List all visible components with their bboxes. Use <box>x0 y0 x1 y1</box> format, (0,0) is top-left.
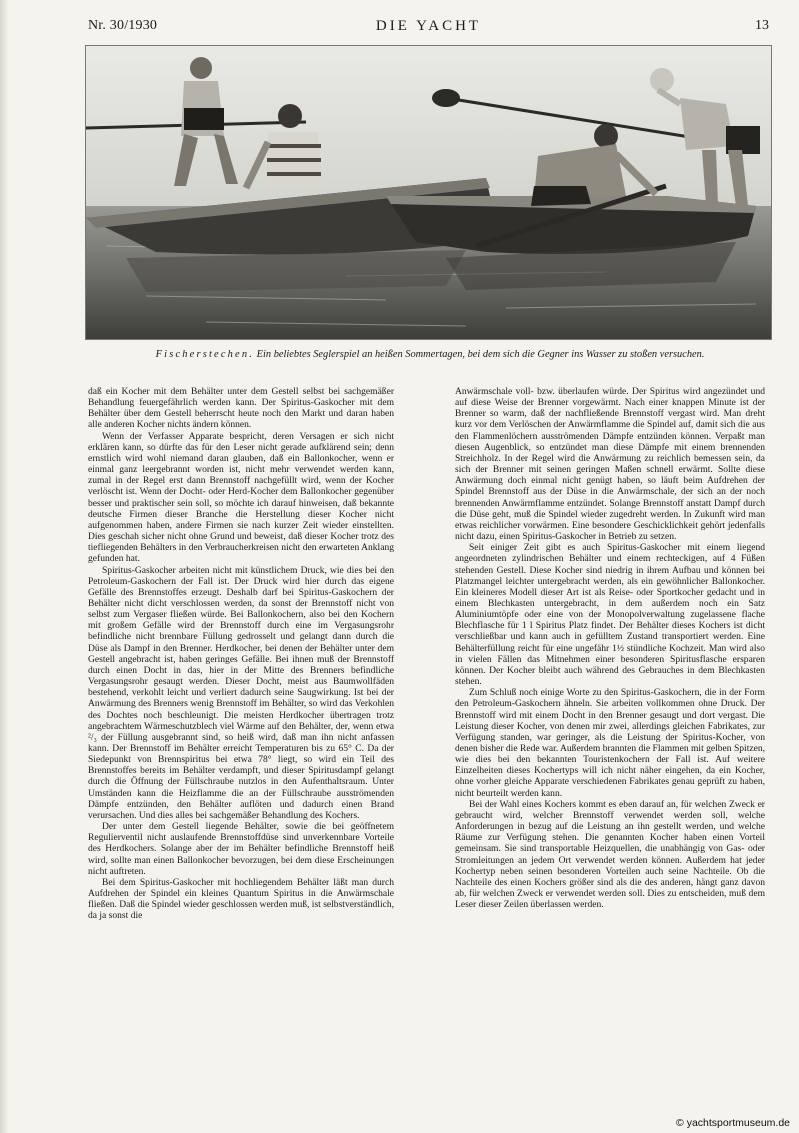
museum-credit-link[interactable]: © yachtsportmuseum.de <box>676 1117 790 1129</box>
photo-caption <box>95 349 765 362</box>
paragraph: Spiritus-Gaskocher arbeiten nicht mit künstlichem Druck, wie dies bei den Petroleum-Gaskochern der Fall ist. Der Druck wird hier durch das eigene Gefälle des Brennstoffes erzeugt. Deshalb darf bei Spiritus-Gaskochern der Behälter nicht dicht verschlossen werden, da sonst der Brennstoff nicht von selbst zum Vergaser fließen würde. Bei Ballonkochern, also bei den Kochern mit großem Gefälle wird der Brennstoff durch eine im Vergasungsrohr befindliche nicht brennbare Füllung gedrosselt und gelangt dann durch die Düse als Dampf in den Brenner. Herdkocher, bei denen der Behälter unter dem Gestell angebracht ist, haben geringes Gefälle. Bei ihnen muß der Brennstoff durch einen Docht in das, hier in der Mitte des Brenners befindliche Vergasungsrohr gesaugt werden. Dieser Docht, meist aus Baumwollfäden bestehend, verkohlt leicht und verliert dadurch seine Saugwirkung. Ist bei der Anwärmung des Brenners wenig Brennstoff im Behälter, so wird das Verkohlen des Dochtes noch beschleunigt. Die meisten Herdkocher übertragen trotz angebrachtem Wärmeschutzblech viel Wärme auf den Behälter, der, wenn etwa ²/₃ der Füllung ausgebrannt sind, so heiß wird, daß man ihn nicht anfassen kann. Der Brennstoff im Behälter erreicht Temperaturen bis zu 65° C. Da der Siedepunkt von Brennspiritus bei etwa 78° liegt, so wird ein Teil des Brennstoffes bereits im Behälter verdampft, und dieser Spiritusdampf gelangt durch die Öffnung der Füllschraube nutzlos in den Aufenthaltsraum. Unter Umständen kann die Heizflamme die an der Füllschraube ausströmenden Dämpfe entzünden, den Behälter auflöten und dadurch einen Brand verursachen. Und dies alles bei sachgemäßer Behandlung des Kochers. <box>88 564 394 821</box>
article-column-left <box>88 386 394 922</box>
page-binding-shadow <box>0 0 9 1133</box>
paragraph: Anwärmschale voll- bzw. überlaufen würde. Der Spiritus wird angezündet und auf diese Weise der Brenner vorgewärmt. Nach einer knappen Minute ist der Brenner so warm, daß der nachfließende Brennstoff vergast wird. Man dreht kurz vor dem Verlöschen der Anwärmflamme die Spindel auf, damit sich die aus den Flammenlöchern ausströmenden Dämpfe entzünden können. Verpaßt man diesen Augenblick, so entzündet man diese Dämpfe mit einem brennenden Streichholz. In der Regel wird die Anwärmung zu reichlich bemessen sein, da sich der Brenner mit seinen geringen Maßen schnell erwärmt. Sollte diese Anwärmung doch einmal nicht genügt haben, so läuft beim Aufdrehen der Spindel Brennstoff aus der Düse in die Anwärmschale, der sich an der noch brennenden Anwärmflamme entzündet. Solange Brennstoff anstatt Dampf durch die Düse geht, muß die Spindel wieder zugedreht werden. In Zukunft wird man etwas reichlicher vorwärmen. Eine besondere Geschicklichkeit gehört jedenfalls nicht dazu, einen Spiritus-Gaskocher in Betrieb zu setzen. <box>455 386 765 543</box>
paragraph: Bei der Wahl eines Kochers kommt es eben darauf an, für welchen Zweck er gebraucht wird, welcher Brennstoff verwendet werden soll, welche Anforderungen in bezug auf die Leistung an ihn gestellt werden, und welche Räume zur Verfügung stehen. Die genannten Kocher haben einen Vorteil gemeinsam. Sie sind transportable Heizquellen, die unabhängig von Gas- oder Stromleitungen an jedem Ort verwendet werden können. Außerdem hat jeder Kochertyp neben seinen besonderen Vorteilen auch seine Nachteile. Ob die Nachteile des einen Kochers größer sind als die des anderen, hängt ganz davon ab, für welchen Zweck er verwendet werden soll. Dies zu entscheiden, muß dem Leser dieser Zeilen überlassen werden. <box>455 798 765 911</box>
magazine-title: DIE YACHT <box>375 18 482 34</box>
page-number: 13 <box>755 18 769 33</box>
paragraph: daß ein Kocher mit dem Behälter unter dem Gestell selbst bei sachgemäßer Behandlung feuergefährlich werden kann. Der Spiritus-Gaskocher mit dem Behälter über dem Gestell beherrscht heute noch den Markt und daran haben alle anderen Kocher nichts ändern können. <box>88 386 394 431</box>
caption-lead: Fischerstechen. <box>155 349 255 360</box>
paragraph: Der unter dem Gestell liegende Behälter, sowie die bei geöffnetem Regulierventil nicht auslaufende Brennstoffdüse sind unverkennbare Vorteile des Herdkochers. Solange aber der im Behälter befindliche Brennstoff heiß wird, sollte man einen Ballonkocher bevorzugen, bei dem diese Erscheinungen nicht auftreten. <box>88 821 394 877</box>
paragraph: Seit einiger Zeit gibt es auch Spiritus-Gaskocher mit einem liegend angeordneten zylindrischen Behälter und einem rechteckigen, auf 4 Füßen stehenden Gestell. Diese Kocher sind niedrig in ihrem Aufbau und können bei Platzmangel leichter untergebracht werden, als ein gewöhnlicher Ballonkocher. Ein kleineres Modell dieser Art ist als Reise- oder Sportkocher gedacht und in einem Blechkasten untergebracht, in dem außerdem noch ein Satz Aluminiumtöpfe oder eine von der Monopolverwaltung zugelassene flache Blechflasche für 1 l Spiritus Platz findet. Der Behälter dieses Kochers ist dicht verschließbar und kann auch in gefülltem Zustand transportiert werden. Eine Behälterfüllung reicht für eine ungefähr 1½ stündliche Kochzeit. Man wird also in vielen Fällen das Mitnehmen einer besonderen Spiritusflasche ersparen können. Der Kocher bleibt auch während des Gebrauches in dem Blechkasten stehen. <box>455 542 765 688</box>
paragraph: Wenn der Verfasser Apparate bespricht, deren Versagen er sich nicht erklären kann, so dürfte das für den Leser nicht gerade aufklärend sein; denn ernstlich wird wohl niemand daran glauben, daß ein Ballonkocher, wenn er einmal ganz leergebrannt worden ist, nicht mehr verwendet werden kann, zumal in der Regel erst dann Brennstoff nachgefüllt wird, wenn der Kocher verlöscht ist. Wenn der Docht- oder Herd-Kocher dem Ballonkocher gegenüber besser und praktischer sein soll, so möchte ich darauf hinweisen, daß bekannte deutsche Firmen dieser Branche die Herstellung dieser Kocher nicht aufgenommen haben, andere Firmen sie nach kurzer Zeit wieder einstellten. Dies geschah sicher nicht ohne Grund und beweist, daß dieser Kocher trotz des tiefliegenden Behälters in den Verbraucherkreisen nicht den erwarteten Anklang gefunden hat. <box>88 430 394 565</box>
page-header <box>88 18 769 38</box>
caption-text: Ein beliebtes Seglerspiel an heißen Sommertagen, bei dem sich die Gegner ins Wasser zu stoßen versuchen. <box>256 349 705 360</box>
article-column-right <box>455 386 765 910</box>
issue-number: Nr. 30/1930 <box>88 18 158 33</box>
photo-fischerstechen <box>85 45 772 340</box>
paragraph: Bei dem Spiritus-Gaskocher mit hochliegendem Behälter läßt man durch Aufdrehen der Spindel ein kleines Quantum Spiritus in die Anwärmschale fließen. Daß die Spindel wieder geschlossen werden muß, ist selbstverständlich, da ja sonst die <box>88 876 394 922</box>
paragraph: Zum Schluß noch einige Worte zu den Spiritus-Gaskochern, die in der Form den Petroleum-Gaskochern ähneln. Sie arbeiten vollkommen ohne Druck. Der Brennstoff wird mit einem Docht in den Brenner gesaugt und dort vergast. Die Leistung dieser Kocher, von denen mir zwei, allerdings gleichen Fabrikates, zur Verfügung standen, war geringer, als die Leistung der Spiritus-Kocher, von denen bisher die Rede war. Außerdem brannten die Flammen mit gelben Spitzen, wie dies bei den bekannten Touristenkochern der Fall ist. Auf weitere Einzelheiten dieses Kochertyps will ich nicht näher eingehen, da ein Kocher, ohne vorher gleiche Apparate verschiedenen Fabrikates genau geprüft zu haben, nicht beurteilt werden kann. <box>455 687 765 799</box>
